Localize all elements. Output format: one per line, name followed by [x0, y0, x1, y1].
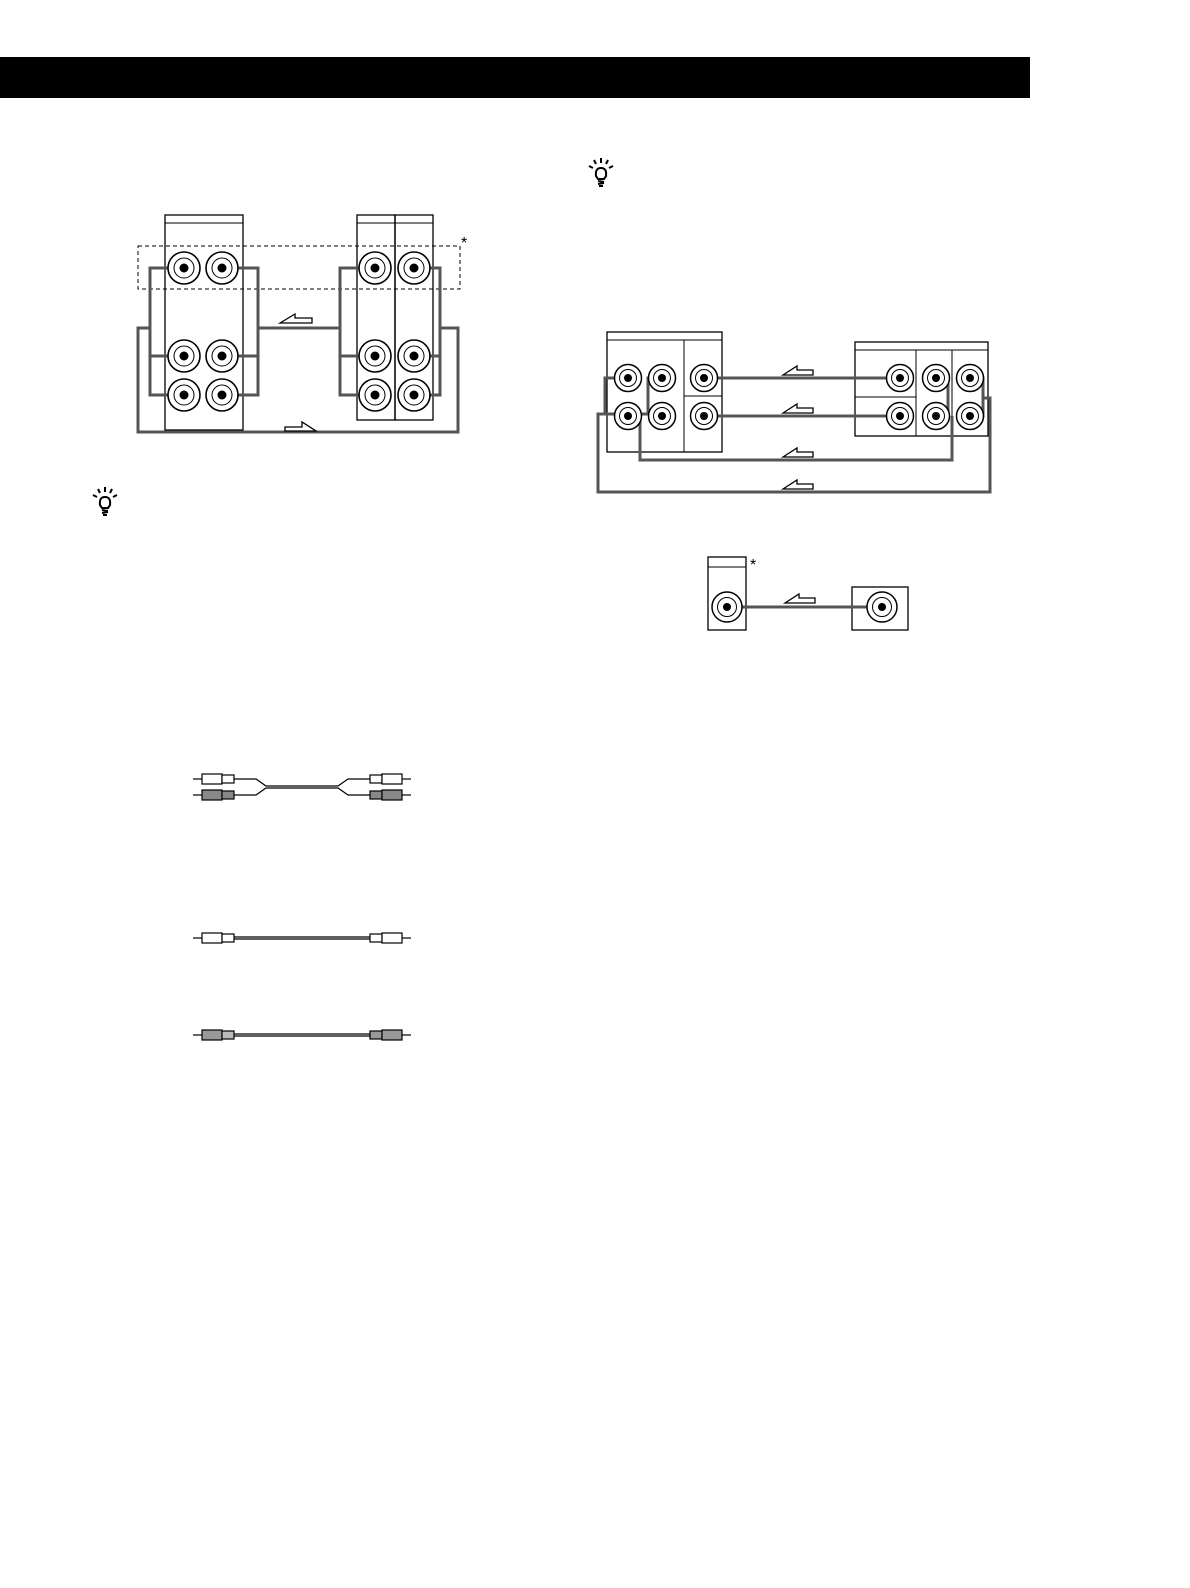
signal-arrow: [783, 448, 813, 457]
connection-diagram-left: [130, 210, 480, 445]
signal-arrow: [783, 404, 813, 413]
signal-arrow-left: [280, 314, 312, 323]
asterisk-note: *: [750, 557, 757, 574]
mono-cable-white: [190, 928, 420, 948]
connection-diagram-right: [600, 332, 1020, 507]
signal-arrow-right: [285, 422, 316, 431]
asterisk-note: *: [461, 235, 468, 252]
connection-diagram-small: [700, 555, 920, 633]
hint-lightbulb-icon: [584, 158, 618, 188]
mono-cable-grey: [190, 1025, 420, 1045]
signal-arrow: [785, 594, 815, 603]
header-bar: [0, 57, 1030, 98]
signal-arrow: [783, 366, 813, 375]
signal-arrow: [783, 480, 813, 489]
hint-lightbulb-icon: [88, 487, 122, 517]
stereo-audio-cable: [190, 768, 420, 808]
